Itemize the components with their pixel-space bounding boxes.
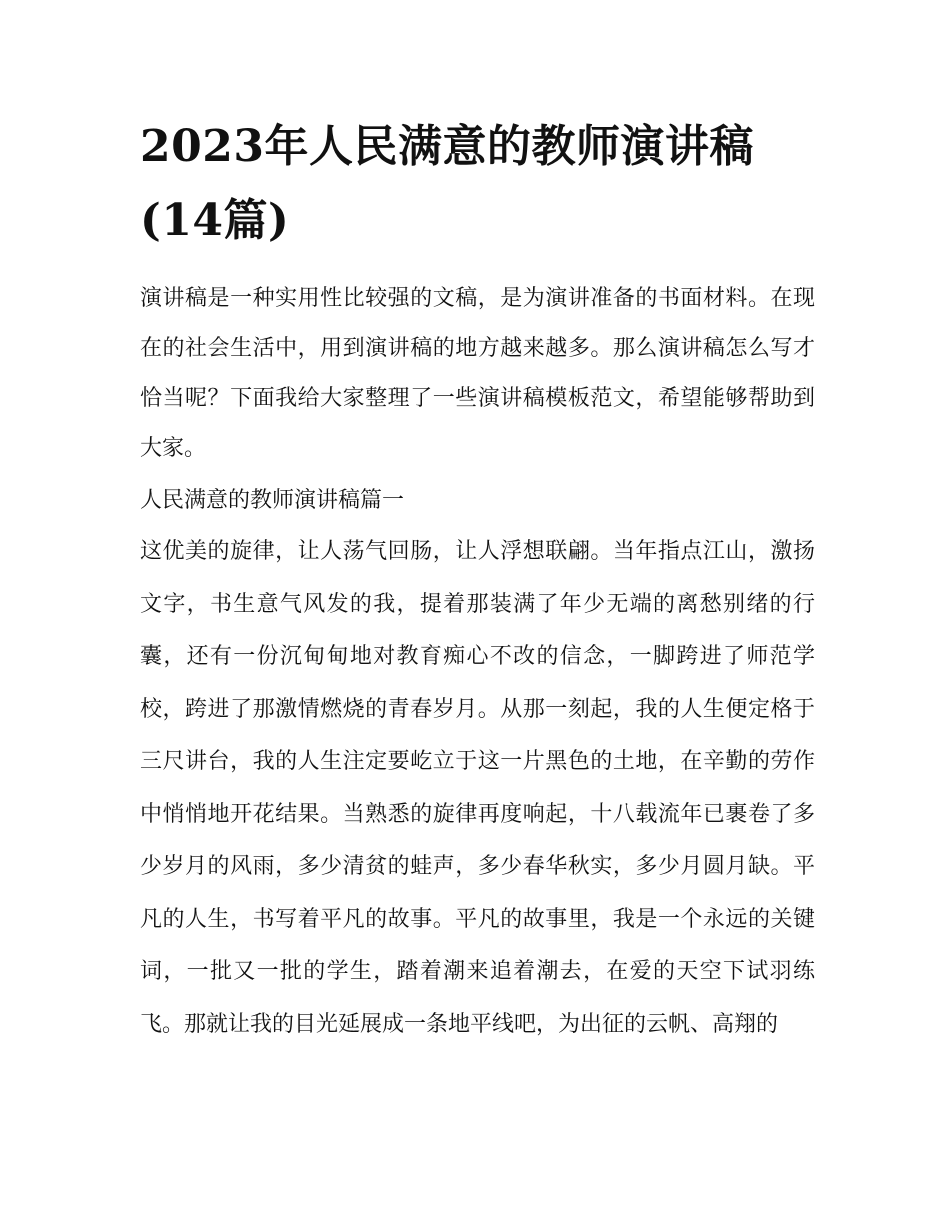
section-heading: 人民满意的教师演讲稿篇一 bbox=[140, 488, 405, 513]
intro-paragraph: 演讲稿是一种实用性比较强的文稿，是为演讲准备的书面材料。在现在的社会生活中，用到演讲稿的地方越来越多。那么演讲稿怎么写才恰当呢？下面我给大家整理了一些演讲稿模板范文，希望能够帮助到大家。 bbox=[140, 286, 815, 461]
document-title: 2023年人民满意的教师演讲稿(14篇) bbox=[140, 121, 754, 246]
document-page bbox=[140, 110, 815, 1051]
body-paragraph: 这优美的旋律，让人荡气回肠，让人浮想联翩。当年指点江山，激扬文字，书生意气风发的我，提着那装满了年少无端的离愁别绪的行囊，还有一份沉甸甸地对教育痴心不改的信念，一脚跨进了师范学校，跨进了那激情燃烧的青春岁月。从那一刻起，我的人生便定格于三尺讲台，我的人生注定要屹立于这一片黑色的土地，在辛勤的劳作中悄悄地开花结果。当熟悉的旋律再度响起，十八载流年已裹卷了多少岁月的风雨，多少清贫的蛙声，多少春华秋实，多少月圆月缺。平凡的人生，书写着平凡的故事。平凡的故事里，我是一个永远的关键词，一批又一批的学生，踏着潮来追着潮去，在爱的天空下试羽练飞。那就让我的目光延展成一条地平线吧，为出征的云帆、高翔的 bbox=[140, 539, 815, 1037]
